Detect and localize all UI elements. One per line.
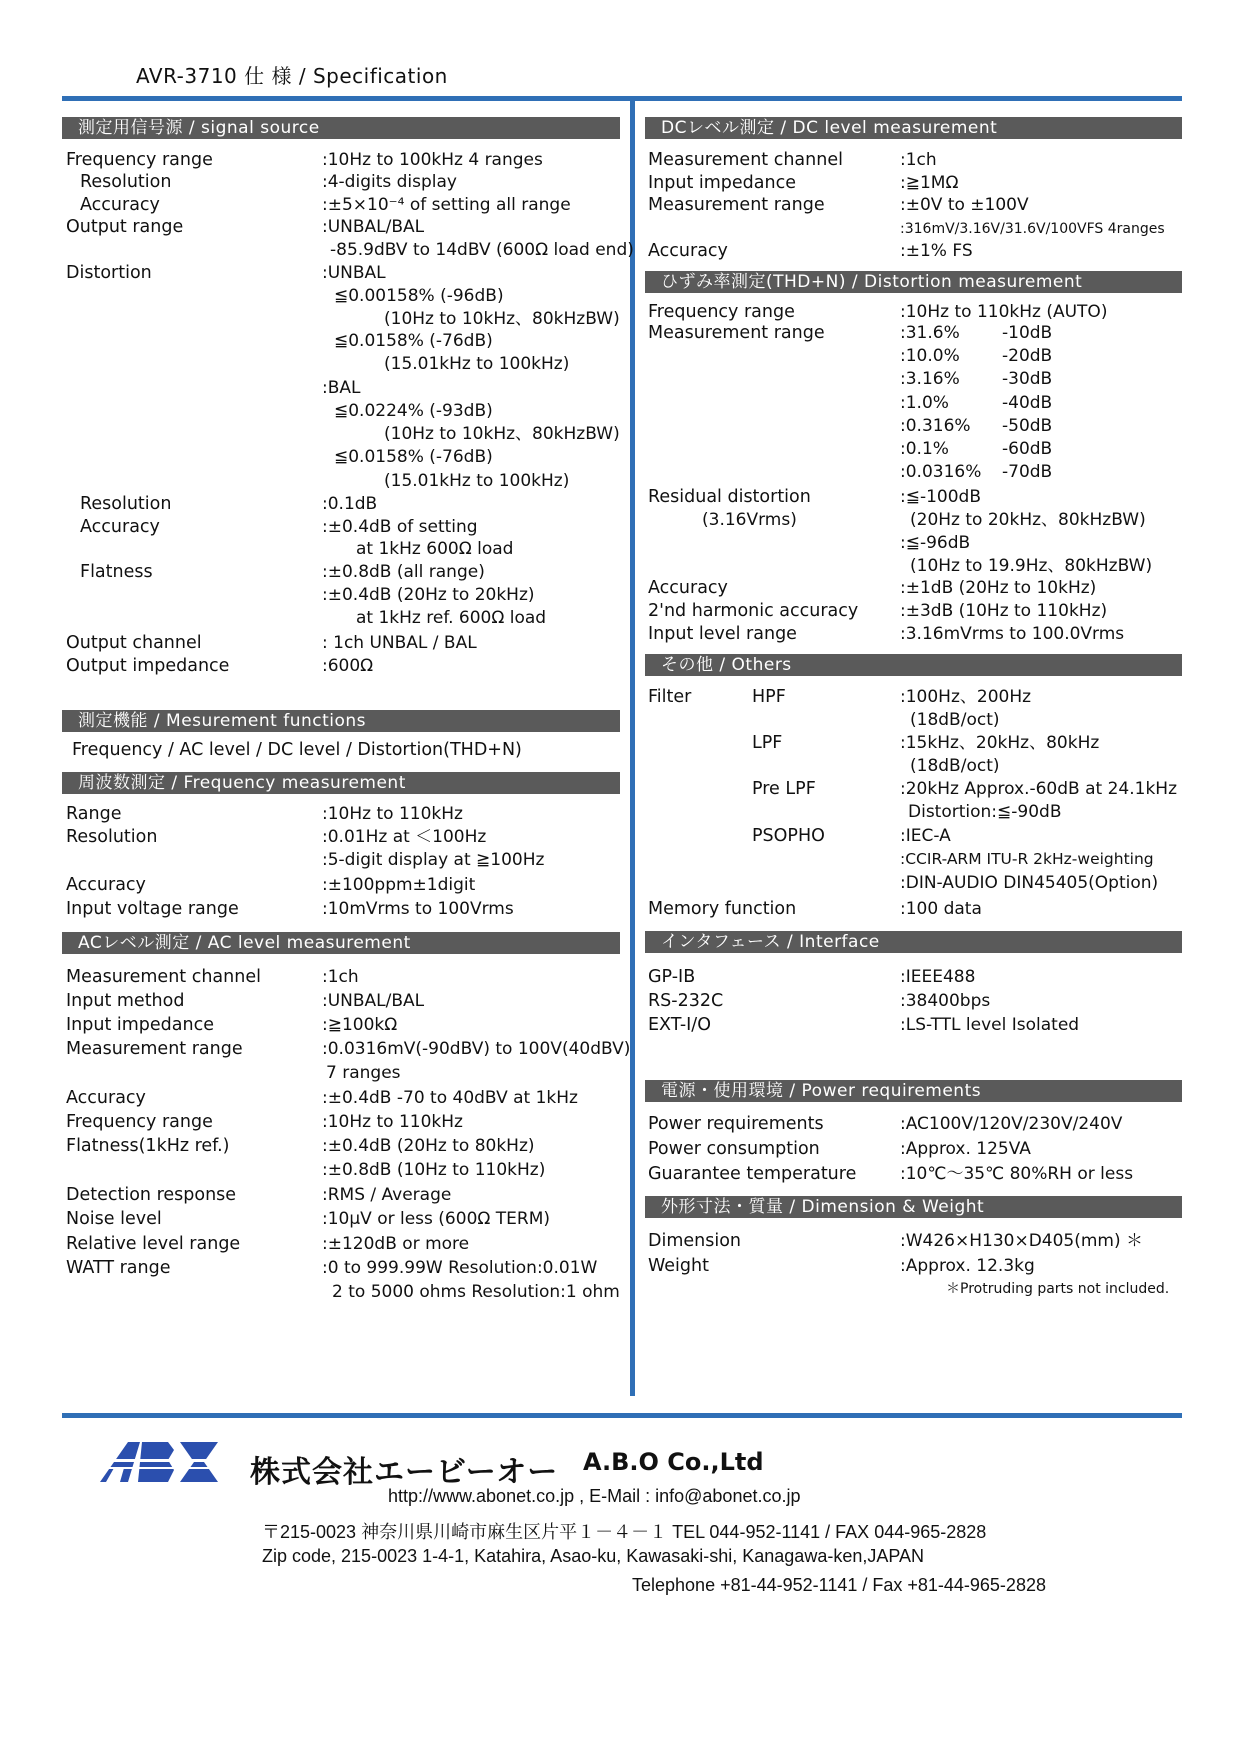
spec-label: WATT range [66,1258,171,1278]
spec-sublabel: HPF [752,687,786,707]
spec-label: Accuracy [648,578,728,598]
spec-db: -20dB [1002,346,1053,366]
spec-label: Input impedance [66,1015,214,1035]
spec-value: :31.6% [900,323,960,343]
spec-value: :±120dB or more [322,1234,470,1254]
section-heading-power: 電源・使用環境 / Power requirements [645,1080,1182,1102]
section-heading-distortion: ひずみ率測定(THD+N) / Distortion measurement [645,271,1182,293]
spec-value: :10Hz to 110kHz [322,1112,463,1132]
spec-db: -30dB [1002,369,1053,389]
spec-value: (15.01kHz to 100kHz) [384,471,570,491]
spec-label: Flatness(1kHz ref.) [66,1136,230,1156]
spec-value: :0.1% [900,439,949,459]
spec-value: :≧1MΩ [900,173,959,193]
spec-label: Weight [648,1256,709,1276]
spec-value: :±0.4dB (20Hz to 20kHz) [322,585,535,605]
spec-value: :15kHz、20kHz、80kHz [900,733,1100,753]
spec-value: (10Hz to 10kHz、80kHzBW) [384,424,620,444]
company-logo [98,1440,222,1488]
spec-sublabel: LPF [752,733,783,753]
spec-value: :IEEE488 [900,967,976,987]
company-name-jp: 株式会社エービーオー [250,1455,559,1490]
spec-label: (3.16Vrms) [702,510,797,530]
spec-value: :W426×H130×D405(mm) ＊ [900,1231,1144,1251]
telephone-en: Telephone +81-44-952-1141 / Fax +81-44-965-2828 [632,1575,1046,1595]
page-title: AVR-3710 仕 様 / Specification [136,64,448,88]
spec-value: :38400bps [900,991,991,1011]
spec-label: Frequency range [66,1112,213,1132]
spec-value: :10℃～35℃ 80%RH or less [900,1164,1134,1184]
company-name-en: A.B.O Co.,Ltd [583,1448,764,1476]
spec-label: Measurement channel [648,150,843,170]
section-heading-interface: インタフェース / Interface [645,931,1182,953]
spec-label: Filter [648,687,692,707]
spec-value: :BAL [322,378,361,398]
spec-label: Input voltage range [66,899,239,919]
section-heading-functions: 測定機能 / Mesurement functions [62,710,620,732]
spec-db: -10dB [1002,323,1053,343]
top-rule [62,96,1182,101]
spec-value: :≦-96dB [900,533,971,553]
spec-value: :600Ω [322,656,374,676]
spec-label: Flatness [80,562,153,582]
spec-label: Residual distortion [648,487,811,507]
column-divider [630,100,635,1396]
spec-label: Accuracy [66,875,146,895]
spec-db: -60dB [1002,439,1053,459]
spec-label: Output range [66,217,184,237]
spec-value: Distortion:≦-90dB [908,802,1062,822]
spec-label: GP-IB [648,967,696,987]
spec-sublabel: PSOPHO [752,826,825,846]
spec-label: Resolution [80,172,172,192]
spec-value: :UNBAL [322,263,386,283]
spec-label: RS-232C [648,991,724,1011]
spec-value: :100 data [900,899,982,919]
spec-value: :UNBAL/BAL [322,217,425,237]
spec-value: at 1kHz 600Ω load [356,539,514,559]
section-heading-others: その他 / Others [645,654,1182,676]
spec-value: :±5×10⁻⁴ of setting all range [322,195,571,215]
spec-value: :10μV or less (600Ω TERM) [322,1209,551,1229]
spec-value: :±3dB (10Hz to 110kHz) [900,601,1108,621]
spec-value: :UNBAL/BAL [322,991,425,1011]
spec-value: :±0.8dB (all range) [322,562,485,582]
spec-value: : 1ch UNBAL / BAL [322,633,477,653]
section-heading-ac-level: ACレベル測定 / AC level measurement [62,932,620,954]
spec-label: Detection response [66,1185,237,1205]
spec-value: :0.0316% [900,462,982,482]
address-jp: 〒215-0023 神奈川県川崎市麻生区片平１－４－１ TEL 044-952-1141 / FAX 044-965-2828 [262,1522,987,1542]
spec-value: ≦0.0158% (-76dB) [334,331,493,351]
spec-value: :0.0316mV(-90dBV) to 100V(40dBV) [322,1039,631,1059]
spec-value: 2 to 5000 ohms Resolution:1 ohm [332,1282,620,1302]
spec-label: Measurement range [648,195,825,215]
spec-value: :RMS / Average [322,1185,452,1205]
spec-value: :±0.8dB (10Hz to 110kHz) [322,1160,546,1180]
spec-value: :±100ppm±1digit [322,875,476,895]
spec-label: Output impedance [66,656,230,676]
spec-value: :LS-TTL level Isolated [900,1015,1080,1035]
spec-value: :0.316% [900,416,971,436]
spec-value: :0 to 999.99W Resolution:0.01W [322,1258,598,1278]
functions-text: Frequency / AC level / DC level / Distortion(THD+N) [72,740,522,760]
section-heading-signal-source: 測定用信号源 / signal source [62,117,620,139]
spec-label: Range [66,804,122,824]
spec-value: :316mV/3.16V/31.6V/100VFS 4ranges [900,221,1165,237]
spec-label: Accuracy [80,517,160,537]
spec-value: :CCIR-ARM ITU-R 2kHz-weighting [900,850,1154,868]
spec-value: :10Hz to 100kHz 4 ranges [322,150,543,170]
spec-value: :10.0% [900,346,960,366]
spec-label: Input method [66,991,185,1011]
spec-label: Power requirements [648,1114,824,1134]
spec-value: :20kHz Approx.-60dB at 24.1kHz [900,779,1177,799]
section-heading-dimension: 外形寸法・質量 / Dimension & Weight [645,1196,1182,1218]
spec-value: :4-digits display [322,172,457,192]
spec-label: Guarantee temperature [648,1164,857,1184]
spec-value: :0.01Hz at ＜100Hz [322,827,487,847]
spec-value: :±0.4dB (20Hz to 80kHz) [322,1136,535,1156]
spec-db: -50dB [1002,416,1053,436]
spec-value: :±0.4dB of setting [322,517,478,537]
spec-value: :3.16mVrms to 100.0Vrms [900,624,1125,644]
spec-label: Resolution [80,494,172,514]
spec-value: :≦-100dB [900,487,982,507]
spec-value: (10Hz to 19.9Hz、80kHzBW) [910,556,1153,576]
spec-value: (10Hz to 10kHz、80kHzBW) [384,309,620,329]
spec-value: :Approx. 12.3kg [900,1256,1035,1276]
spec-value: :1ch [322,967,359,987]
spec-label: Measurement range [66,1039,243,1059]
spec-value: :±1dB (20Hz to 10kHz) [900,578,1097,598]
spec-value: :10Hz to 110kHz (AUTO) [900,302,1108,322]
spec-label: Dimension [648,1231,742,1251]
spec-label: Frequency range [66,150,213,170]
spec-label: Relative level range [66,1234,241,1254]
spec-db: -70dB [1002,462,1053,482]
spec-value: ≦0.00158% (-96dB) [334,286,504,306]
spec-value: :100Hz、200Hz [900,687,1032,707]
spec-label: Accuracy [648,241,728,261]
spec-label: Power consumption [648,1139,820,1159]
spec-label: EXT-I/O [648,1015,711,1035]
spec-label: Input impedance [648,173,796,193]
bottom-rule [62,1413,1182,1418]
spec-value: :3.16% [900,369,960,389]
footnote: ＊Protruding parts not included. [946,1281,1170,1297]
spec-value: ≦0.0224% (-93dB) [334,401,493,421]
spec-value: :±0.4dB -70 to 40dBV at 1kHz [322,1088,578,1108]
spec-value: ≦0.0158% (-76dB) [334,447,493,467]
spec-label: 2'nd harmonic accuracy [648,601,859,621]
spec-sublabel: Pre LPF [752,779,816,799]
spec-value: :IEC-A [900,826,951,846]
spec-value: :10Hz to 110kHz [322,804,463,824]
spec-value: :≧100kΩ [322,1015,398,1035]
spec-label: Noise level [66,1209,162,1229]
spec-value: :0.1dB [322,494,378,514]
spec-label: Accuracy [80,195,160,215]
spec-db: -40dB [1002,393,1053,413]
section-heading-frequency: 周波数測定 / Frequency measurement [62,772,620,794]
spec-value: (20Hz to 20kHz、80kHzBW) [910,510,1146,530]
spec-value: :±1% FS [900,241,973,261]
address-en: Zip code, 215-0023 1-4-1, Katahira, Asao-ku, Kawasaki-shi, Kanagawa-ken,JAPAN [262,1546,925,1566]
spec-label: Distortion [66,263,152,283]
spec-label: Output channel [66,633,202,653]
spec-label: Resolution [66,827,158,847]
spec-label: Memory function [648,899,797,919]
spec-value: :10mVrms to 100Vrms [322,899,514,919]
spec-value: 7 ranges [326,1063,401,1083]
section-heading-dc-level: DCレベル測定 / DC level measurement [645,117,1182,139]
spec-value: :1.0% [900,393,949,413]
spec-value: :DIN-AUDIO DIN45405(Option) [900,873,1159,893]
spec-label: Input level range [648,624,797,644]
spec-label: Frequency range [648,302,795,322]
web-email: http://www.abonet.co.jp , E-Mail : info@abonet.co.jp [388,1486,801,1506]
spec-value: (15.01kHz to 100kHz) [384,354,570,374]
spec-value: :5-digit display at ≧100Hz [322,850,545,870]
spec-value: -85.9dBV to 14dBV (600Ω load end) [330,240,634,260]
spec-value: :±0V to ±100V [900,195,1029,215]
spec-label: Accuracy [66,1088,146,1108]
spec-value: (18dB/oct) [910,710,1000,730]
spec-value: :1ch [900,150,937,170]
spec-value: at 1kHz ref. 600Ω load [356,608,547,628]
spec-value: :AC100V/120V/230V/240V [900,1114,1123,1134]
spec-value: :Approx. 125VA [900,1139,1031,1159]
spec-value: (18dB/oct) [910,756,1000,776]
spec-label: Measurement range [648,323,825,343]
spec-label: Measurement channel [66,967,261,987]
